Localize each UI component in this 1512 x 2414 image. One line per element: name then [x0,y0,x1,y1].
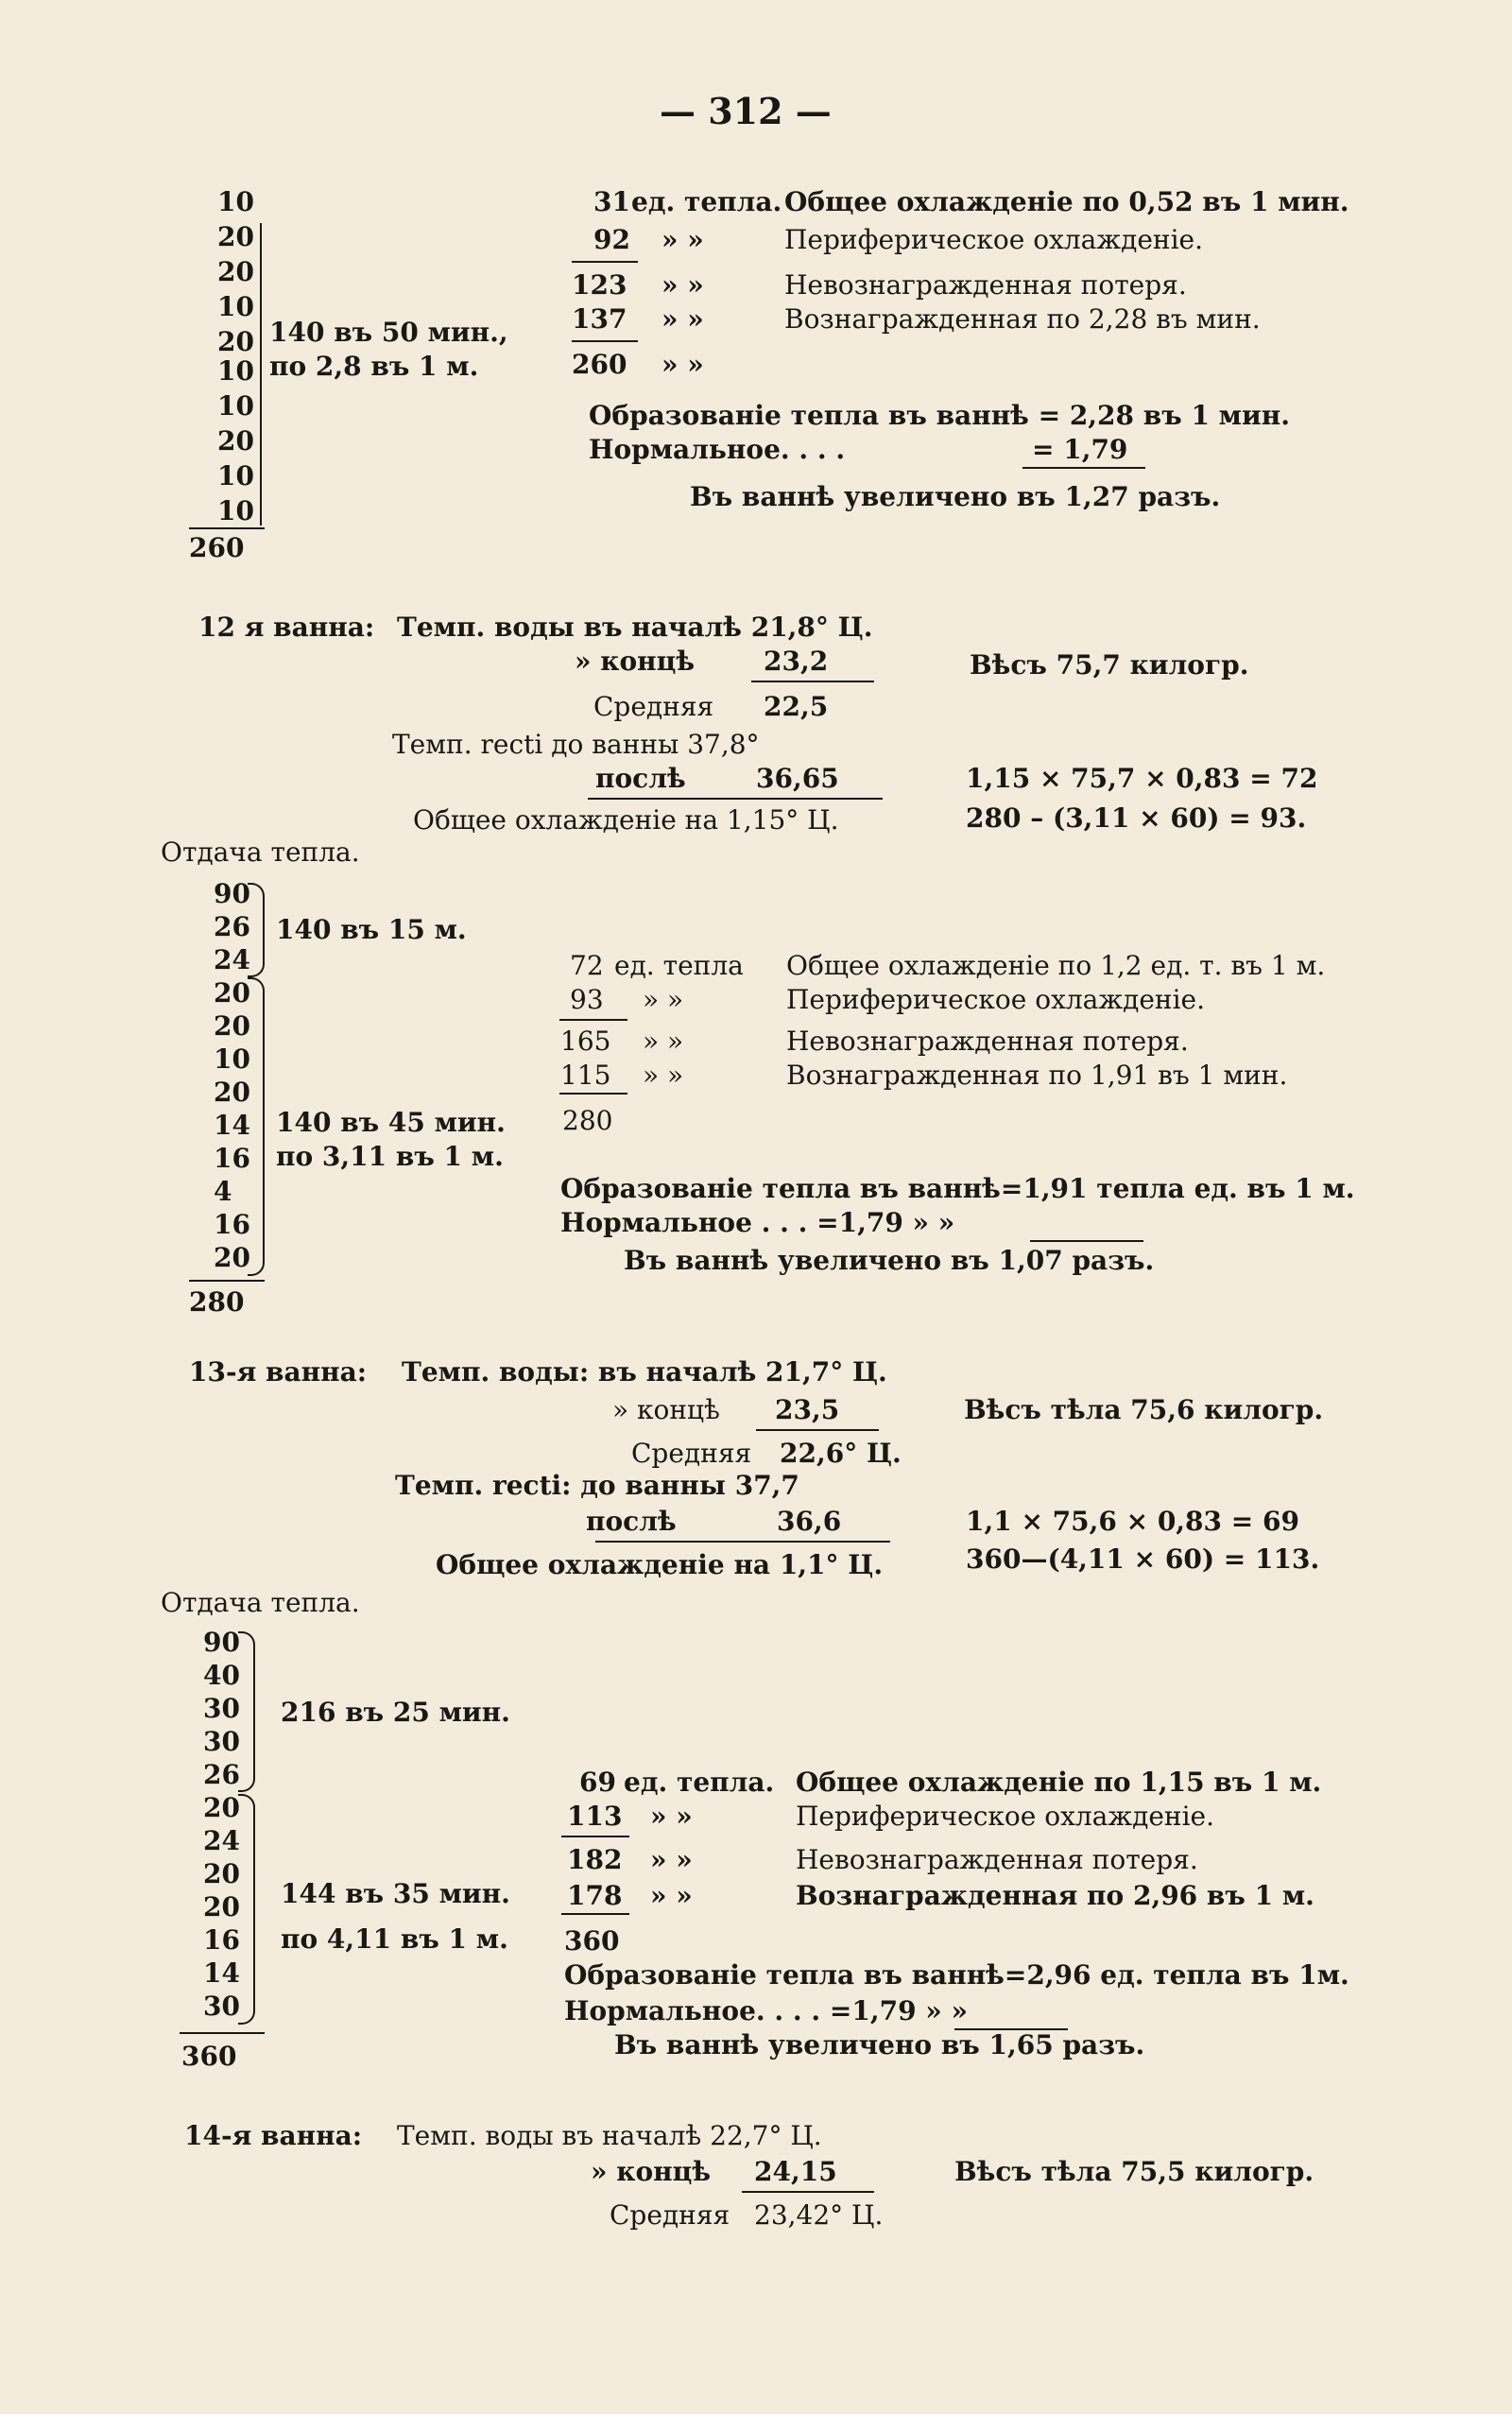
sum-rule [751,681,874,682]
heat-unit: » » [650,1801,693,1832]
minute-value: 30 [203,1693,240,1724]
heat-num: 260 [572,349,627,380]
bracket-note: 140 въ 50 мин., [269,317,508,348]
normal-label: Нормальное. . . . [589,434,846,465]
heat-num: 72 [570,950,604,981]
page-number: — 312 — [660,90,832,132]
minute-value: 20 [214,1242,250,1273]
bath-label: 13-я ванна: [189,1356,368,1388]
calc-line: 1,1 × 75,6 × 0,83 = 69 [966,1506,1299,1537]
heat-unit: ед. тепла. [631,186,782,217]
temp-water-start: Темп. воды въ началѣ 22,7° Ц. [397,2120,822,2151]
mean-label: Средняя [631,1438,752,1469]
heat-unit: » » [643,1060,684,1091]
minute-value: 10 [217,460,254,491]
minute-value: 20 [203,1891,240,1923]
body-weight: Вѣсъ тѣла 75,6 килогр. [964,1394,1324,1425]
normal-rule [1030,1240,1143,1242]
heat-desc: Невознагражденная потеря. [784,269,1187,301]
heat-desc: Вознагражденная по 1,91 въ 1 мин. [786,1060,1288,1091]
normal-value: = 1,79 [1032,434,1128,465]
temp-water-start: Темп. воды въ началѣ 21,8° Ц. [397,612,873,643]
increase-line: Въ ваннѣ увеличено въ 1,65 разъ. [614,2029,1145,2061]
temp-water-end: 24,15 [754,2156,837,2187]
heat-desc: Периферическое охлажденіе. [796,1801,1215,1832]
minute-value: 20 [214,1077,250,1108]
mean-value: 22,5 [764,691,829,722]
minute-value: 20 [217,221,254,252]
heat-unit: » » [662,224,704,255]
heat-unit: » » [643,1026,684,1057]
heat-output-label: Отдача тепла. [161,1587,360,1618]
sum-rule [595,1541,890,1543]
minute-value: 10 [217,355,254,387]
heat-num: 115 [560,1060,611,1091]
mean-value: 22,6° Ц. [780,1438,902,1469]
minute-value: 20 [217,256,254,287]
minute-value: 4 [214,1176,232,1207]
cooling-total: Общее охлажденіе на 1,15° Ц. [413,804,839,836]
heat-num: 360 [564,1925,620,1957]
brace [238,1794,255,2025]
heat-num: 178 [567,1880,623,1911]
mean-label: Средняя [610,2199,730,2231]
minute-value: 20 [214,1010,250,1042]
heat-desc: Невознагражденная потеря. [796,1844,1198,1875]
bath-label: 12 я ванна: [198,612,375,643]
body-weight: Вѣсъ 75,7 килогр. [970,649,1249,681]
heat-unit: ед. тепла [614,950,744,981]
minute-value: 20 [203,1858,240,1889]
minute-value: 10 [217,291,254,322]
calc-line: 1,15 × 75,7 × 0,83 = 72 [966,763,1318,794]
heat-num: 92 [593,224,630,255]
sum-rule [559,1093,627,1095]
cooling-total: Общее охлажденіе на 1,1° Ц. [436,1549,884,1580]
minute-value: 26 [214,911,250,942]
minute-value: 20 [203,1792,240,1823]
minute-value: 10 [217,495,254,526]
minute-value: 16 [203,1924,240,1956]
body-weight: Вѣсъ тѣла 75,5 килогр. [954,2156,1314,2187]
bracket-note: по 4,11 въ 1 м. [281,1923,508,1955]
heat-desc: Вознагражденная по 2,28 въ мин. [784,303,1261,335]
sum-rule [559,1019,627,1021]
calc-line: 360—(4,11 × 60) = 113. [966,1543,1320,1575]
mean-value: 23,42° Ц. [754,2199,884,2231]
minute-value: 20 [217,425,254,457]
minute-value: 14 [203,1957,240,1989]
heat-unit: ед. тепла. [624,1767,775,1798]
brace [248,883,265,977]
minute-total: 260 [189,532,245,563]
heat-desc: Вознагражденная по 2,96 въ 1 м. [796,1880,1314,1911]
heat-num: 31 [593,186,630,217]
rect-after-label: послѣ [586,1506,677,1537]
minute-value: 40 [203,1660,240,1691]
rect-after-label: послѣ [595,763,686,794]
minute-value: 10 [217,390,254,422]
heat-num: 93 [570,984,604,1015]
temp-water-start: Темп. воды: въ началѣ 21,7° Ц. [402,1356,887,1388]
normal-rule [1022,467,1145,469]
minute-value: 10 [217,186,254,217]
rect-before: Темп. recti: до ванны 37,7 [395,1470,799,1501]
minute-value: 30 [203,1991,240,2022]
minute-value: 90 [214,878,250,909]
bracket-note: 140 въ 15 м. [276,914,467,945]
heat-desc: Общее охлажденіе по 1,15 въ 1 м. [796,1767,1322,1798]
temp-water-end-label: » концѣ [612,1394,720,1425]
bracket-note: 216 въ 25 мин. [281,1697,510,1728]
increase-line: Въ ваннѣ увеличено въ 1,27 разъ. [690,481,1221,512]
minute-value: 90 [203,1627,240,1658]
brace [238,1631,255,1792]
minute-value: 24 [203,1825,240,1856]
heat-num: 280 [562,1105,613,1136]
sum-rule [572,340,638,342]
normal-line: Нормальное. . . . =1,79 » » [564,1995,969,2026]
bath-label: 14-я ванна: [184,2120,363,2151]
bracket-note: по 3,11 въ 1 м. [276,1141,504,1172]
calc-line: 280 – (3,11 × 60) = 93. [966,802,1307,834]
temp-water-end: 23,2 [764,646,829,677]
heat-num: 137 [572,303,627,335]
heat-unit: » » [662,269,704,301]
heat-desc: Общее охлажденіе по 1,2 ед. т. въ 1 м. [786,950,1326,981]
heat-unit: » » [650,1844,693,1875]
brace-line [260,223,262,526]
heat-num: 182 [567,1844,623,1875]
sum-rule [588,798,883,800]
minute-value: 16 [214,1209,250,1240]
heat-desc: Периферическое охлажденіе. [786,984,1206,1015]
increase-line: Въ ваннѣ увеличено въ 1,07 разъ. [624,1245,1155,1276]
normal-line: Нормальное . . . =1,79 » » [560,1207,955,1238]
minute-value: 26 [203,1759,240,1790]
minute-total: 360 [181,2041,237,2072]
heat-unit: » » [662,349,704,380]
minute-value: 24 [214,944,250,975]
bracket-note: 144 въ 35 мин. [281,1878,510,1909]
sum-rule [189,527,265,529]
sum-rule [742,2191,874,2193]
temp-water-end-label: » концѣ [575,646,696,677]
rect-after: 36,65 [756,763,839,794]
minute-value: 16 [214,1143,250,1174]
minute-value: 10 [214,1043,250,1075]
formation-line: Образованіе тепла въ ваннѣ=1,91 тепла ед. въ 1 м. [560,1173,1355,1204]
formation-line: Образованіе тепла въ ваннѣ = 2,28 въ 1 мин. [589,400,1291,431]
minute-total: 280 [189,1286,245,1318]
heat-desc: Периферическое охлажденіе. [784,224,1204,255]
heat-num: 123 [572,269,627,301]
minute-value: 20 [217,326,254,357]
mean-label: Средняя [593,691,714,722]
sum-rule [180,2032,265,2034]
heat-num: 113 [567,1801,623,1832]
heat-desc: Невознагражденная потеря. [786,1026,1189,1057]
formation-line: Образованіе тепла въ ваннѣ=2,96 ед. тепла въ 1м. [564,1959,1349,1991]
rect-after: 36,6 [777,1506,842,1537]
minute-value: 14 [214,1110,250,1141]
bracket-note: 140 въ 45 мин. [276,1107,506,1138]
heat-num: 165 [560,1026,611,1057]
heat-unit: » » [643,984,684,1015]
sum-rule [189,1280,265,1282]
minute-value: 30 [203,1726,240,1757]
heat-unit: » » [662,303,704,335]
heat-num: 69 [579,1767,616,1798]
minute-value: 20 [214,977,250,1009]
temp-water-end-label: » концѣ [591,2156,712,2187]
heat-output-label: Отдача тепла. [161,836,360,868]
temp-water-end: 23,5 [775,1394,840,1425]
rect-before: Темп. recti до ванны 37,8° [392,729,760,760]
sum-rule [572,261,638,263]
heat-unit: » » [650,1880,693,1911]
bracket-note: по 2,8 въ 1 м. [269,351,479,382]
sum-rule [561,1913,629,1915]
sum-rule [561,1836,629,1837]
sum-rule [756,1429,879,1431]
heat-desc: Общее охлажденіе по 0,52 въ 1 мин. [784,186,1349,217]
brace [248,977,265,1276]
